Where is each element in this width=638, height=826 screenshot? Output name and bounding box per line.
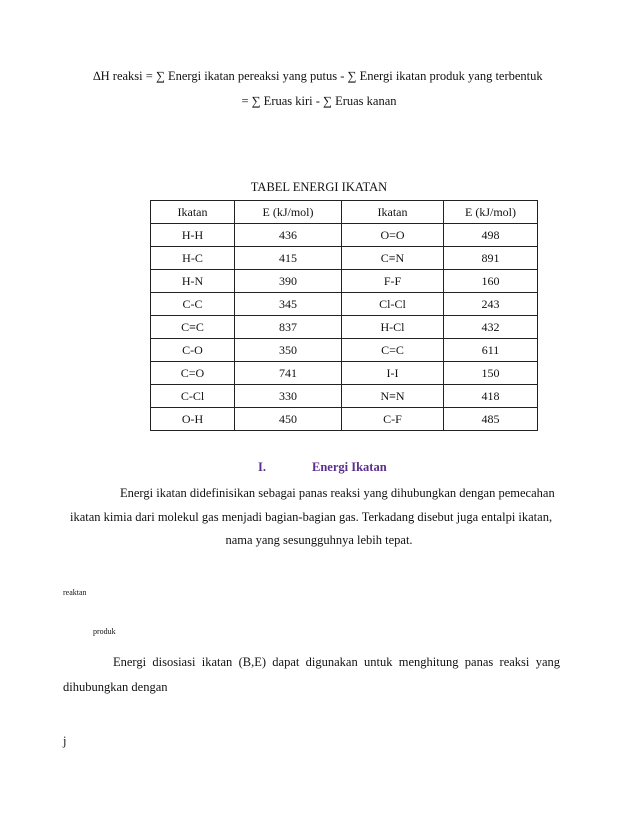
header-energy-1: E (kJ/mol)	[235, 201, 342, 224]
energy-cell: 498	[444, 224, 538, 247]
bond-cell: H-H	[151, 224, 235, 247]
section-title: Energi Ikatan	[312, 460, 387, 474]
energy-cell: 390	[235, 270, 342, 293]
energy-cell: 330	[235, 385, 342, 408]
energy-cell: 837	[235, 316, 342, 339]
equation-line-2: = ∑ Eruas kiri - ∑ Eruas kanan	[241, 94, 397, 108]
table-row	[151, 408, 538, 431]
section-number: I.	[258, 460, 266, 474]
table-row	[151, 293, 538, 316]
bond-cell: H-Cl	[342, 316, 444, 339]
header-bond-2: Ikatan	[342, 201, 444, 224]
header-energy-2: E (kJ/mol)	[444, 201, 538, 224]
paragraph-2-line-2: dihubungkan dengan	[63, 680, 168, 694]
table-row	[151, 316, 538, 339]
produk-label: produk	[93, 627, 116, 636]
energy-cell: 150	[444, 362, 538, 385]
energy-cell: 418	[444, 385, 538, 408]
bond-cell: O-H	[151, 408, 235, 431]
energy-cell: 350	[235, 339, 342, 362]
bond-cell: C-O	[151, 339, 235, 362]
header-bond-1: Ikatan	[151, 201, 235, 224]
bond-cell: Cl-Cl	[342, 293, 444, 316]
bond-cell: C≡C	[151, 316, 235, 339]
energy-cell: 345	[235, 293, 342, 316]
bond-cell: H-C	[151, 247, 235, 270]
bond-cell: N≡N	[342, 385, 444, 408]
energy-cell: 450	[235, 408, 342, 431]
energy-cell: 243	[444, 293, 538, 316]
table-row	[151, 270, 538, 293]
bond-cell: C-Cl	[151, 385, 235, 408]
table-row	[151, 247, 538, 270]
equation-line-1: ∆H reaksi = ∑ Energi ikatan pereaksi yang putus - ∑ Energi ikatan produk yang terbentuk	[93, 69, 543, 83]
bond-cell: I-I	[342, 362, 444, 385]
energy-cell: 741	[235, 362, 342, 385]
bond-cell: C=C	[342, 339, 444, 362]
energy-cell: 891	[444, 247, 538, 270]
paragraph-2-line-1: Energi disosiasi ikatan (B,E) dapat digunakan untuk menghitung panas reaksi yang	[113, 655, 560, 669]
reaktan-label: reaktan	[63, 588, 87, 597]
table-title: TABEL ENERGI IKATAN	[250, 180, 388, 194]
energy-cell: 415	[235, 247, 342, 270]
table-row	[151, 339, 538, 362]
trailing-character: j	[63, 734, 67, 748]
paragraph-1-line-3: nama yang sesungguhnya lebih tepat.	[225, 533, 413, 547]
paragraph-1-line-1: Energi ikatan didefinisikan sebagai panas reaksi yang dihubungkan dengan pemecahan	[120, 486, 555, 500]
bond-energy-table	[150, 200, 538, 431]
bond-cell: C≡N	[342, 247, 444, 270]
table-row	[151, 385, 538, 408]
energy-cell: 432	[444, 316, 538, 339]
table-header-row	[151, 201, 538, 224]
table-row	[151, 224, 538, 247]
table-row	[151, 362, 538, 385]
bond-cell: H-N	[151, 270, 235, 293]
paragraph-1-line-2: ikatan kimia dari molekul gas menjadi bagian-bagian gas. Terkadang disebut juga entalpi ikatan,	[70, 510, 553, 524]
energy-cell: 436	[235, 224, 342, 247]
bond-cell: C=O	[151, 362, 235, 385]
bond-cell: C-F	[342, 408, 444, 431]
bond-cell: F-F	[342, 270, 444, 293]
energy-cell: 611	[444, 339, 538, 362]
energy-cell: 160	[444, 270, 538, 293]
energy-cell: 485	[444, 408, 538, 431]
bond-cell: O=O	[342, 224, 444, 247]
bond-cell: C-C	[151, 293, 235, 316]
